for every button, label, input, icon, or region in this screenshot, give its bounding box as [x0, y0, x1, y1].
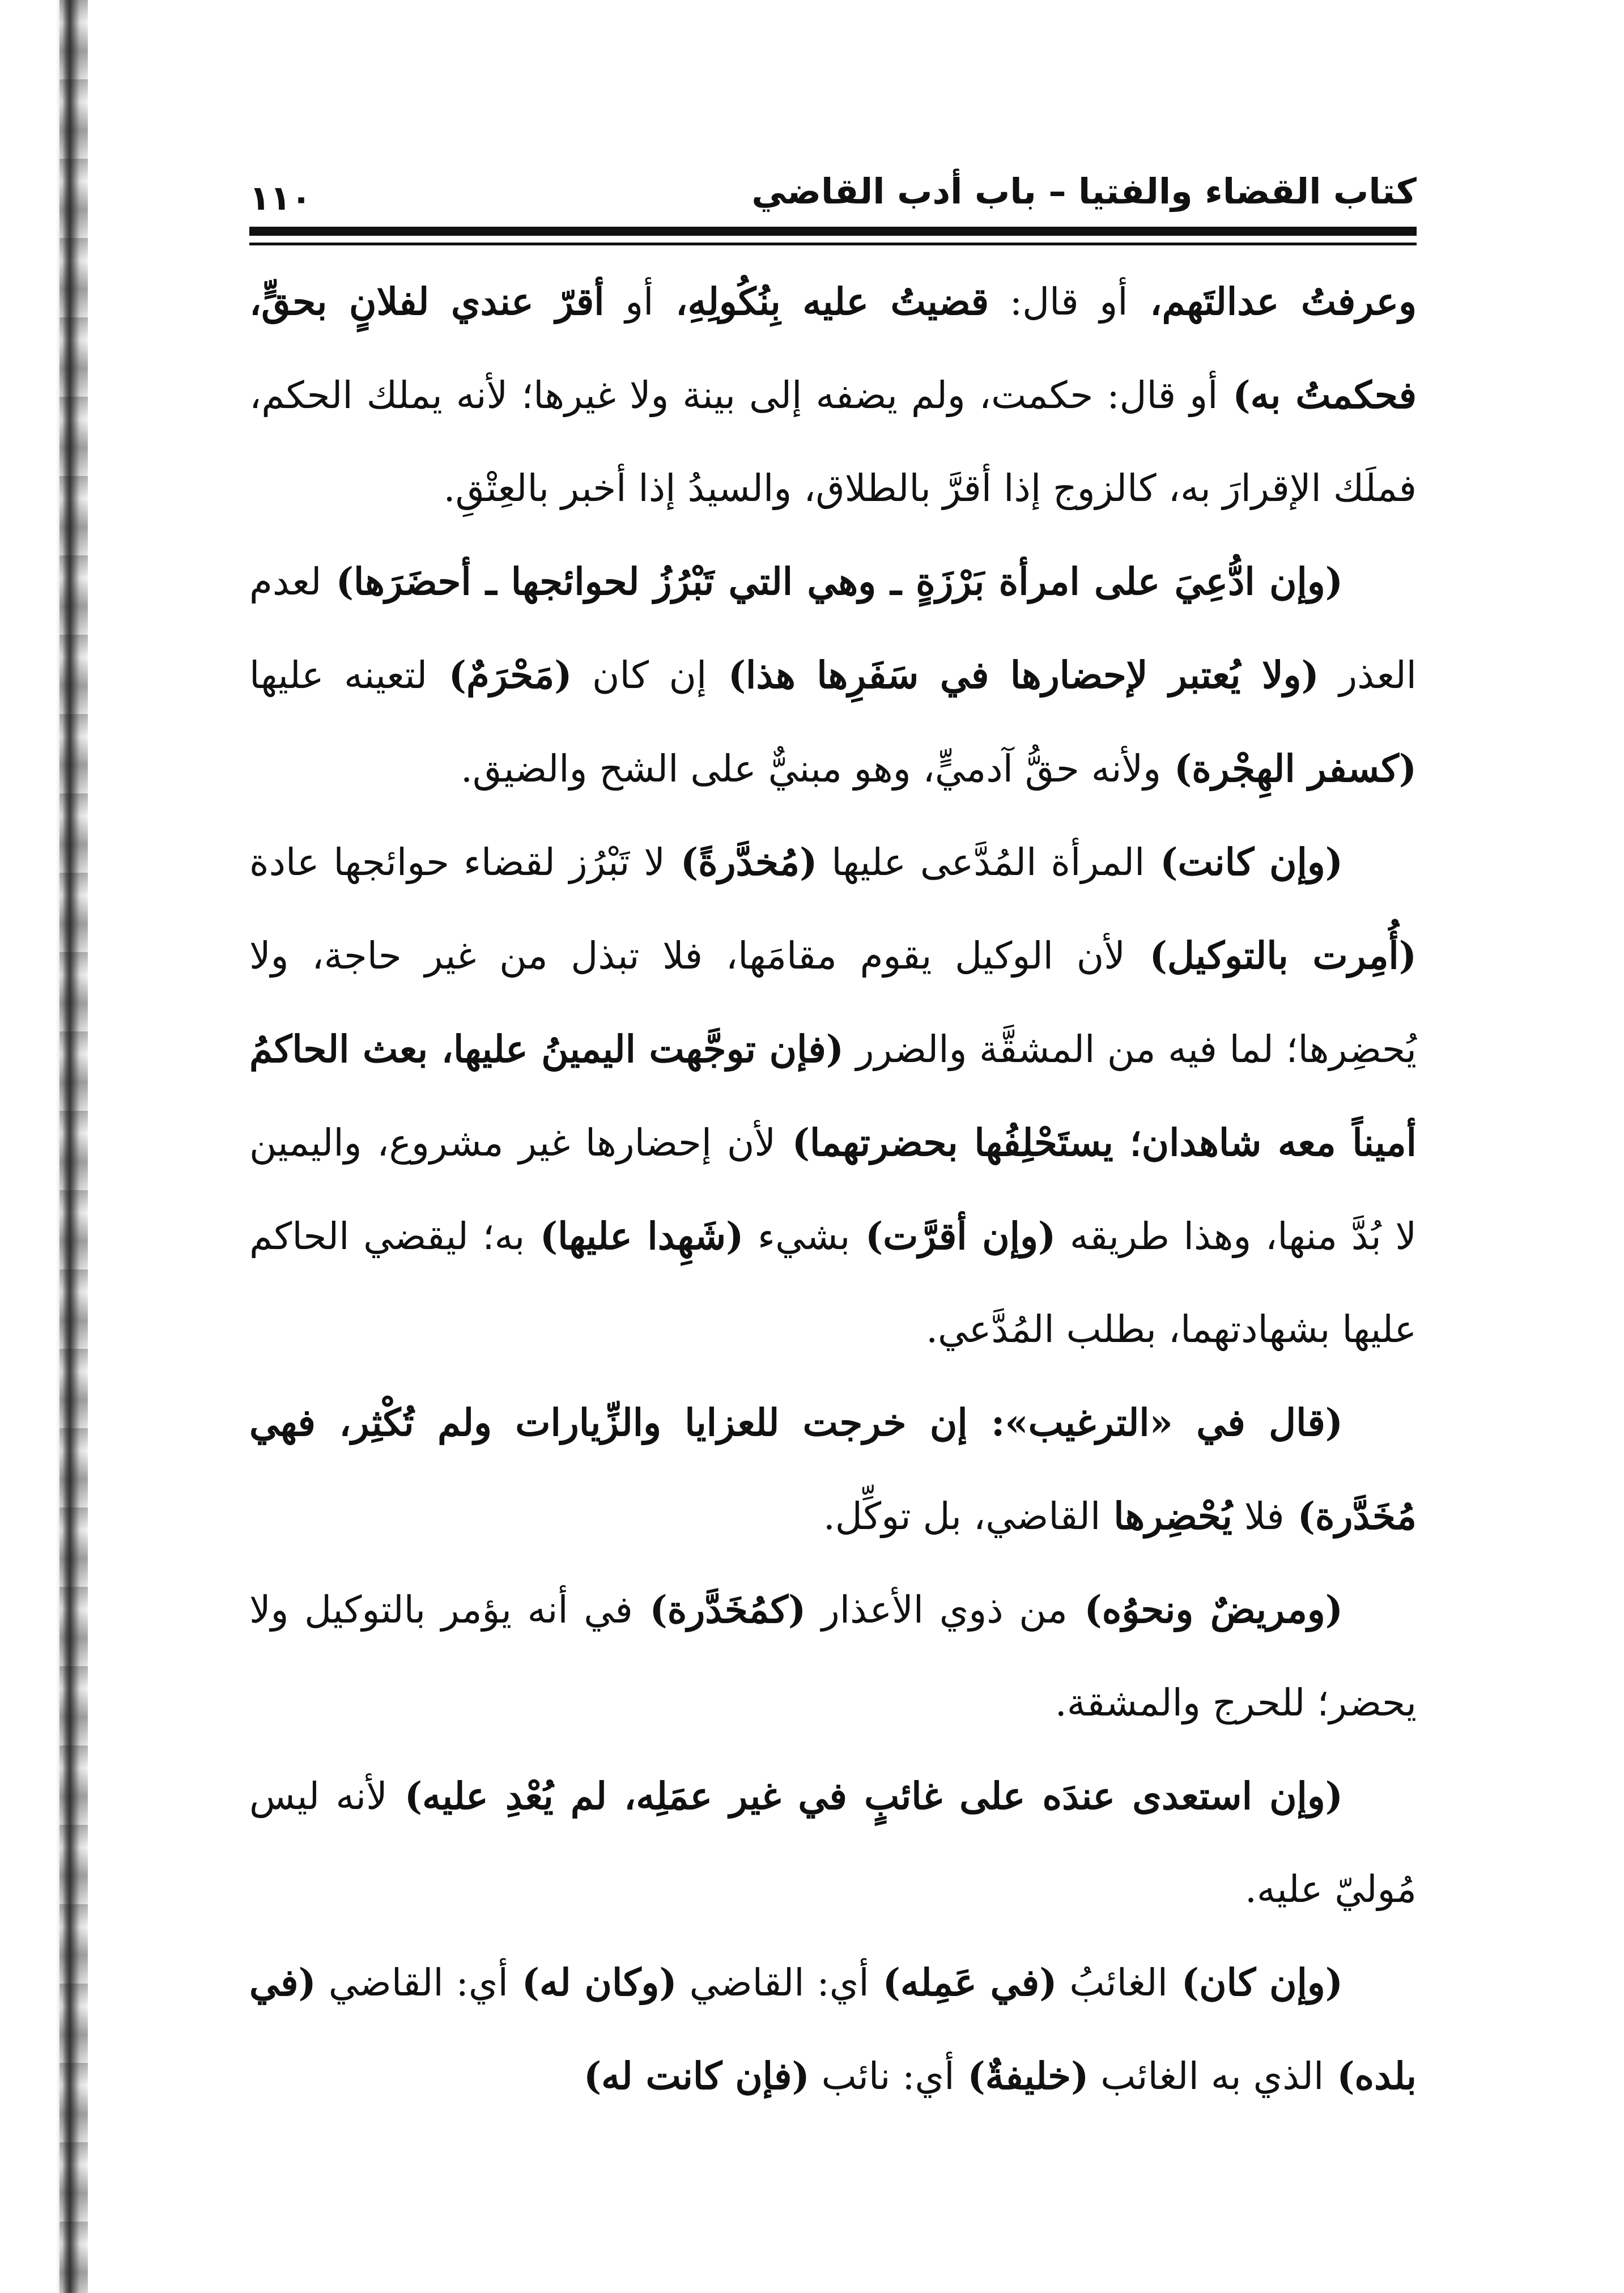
text-segment: بشيء [743, 1215, 851, 1258]
paragraph [249, 816, 1417, 1376]
text-segment: لا تَبْرُز لقضاء حوائجها عادة [249, 840, 665, 884]
text-segment: الذي به الغائب [1089, 2054, 1324, 2098]
text-segment: الغائبُ [1057, 1961, 1168, 2005]
paragraph [249, 1563, 1417, 1750]
text-segment: من ذوي الأعذار [806, 1588, 1068, 1632]
text-segment: أي: القاضي [677, 1961, 869, 2005]
bold-text-segment: (وإن ادُّعِيَ على امرأة بَرْزَةٍ ـ وهي التي تَبْرُزُ لحوائجها ـ أحضَرَها) [321, 559, 1343, 604]
bold-text-segment: (وكان له) [508, 1960, 677, 2005]
text-segment: لعدم العذر [249, 560, 1417, 697]
running-title: كتاب القضاء والفتيا – باب أدب القاضي [751, 171, 1417, 212]
text-segment: أي: نائب [809, 2054, 955, 2098]
page-header [249, 159, 1417, 221]
scanned-binding-edge [0, 0, 125, 2293]
page-number: ١١٠ [249, 179, 312, 218]
text-segment: به؛ ليقضي الحاكم عليها بشهادتهما، بطلب المُدَّعي. [249, 1215, 1417, 1351]
paragraph [249, 255, 1417, 535]
bold-text-segment: (ولا يُعتبر لإحضارها في سَفَرِها هذا) [707, 653, 1319, 697]
bold-text-segment: وعرفتُ عدالتَهم، [1128, 279, 1417, 324]
text-segment: أو قال: [989, 280, 1128, 324]
text-segment: إن كان [572, 653, 707, 697]
text-segment: أو [604, 280, 654, 324]
paragraph [249, 1376, 1417, 1563]
bold-text-segment: يُحْضِرها [1100, 1494, 1232, 1538]
paragraph [249, 535, 1417, 816]
bold-text-segment: (مَحْرَمٌ) [427, 653, 572, 697]
bold-text-segment: (مُخدَّرةً) [665, 840, 818, 884]
bold-text-segment: (كمُخَدَّرة) [632, 1587, 806, 1632]
bold-text-segment: (خليفةٌ) [954, 2054, 1089, 2098]
paragraph [249, 1750, 1417, 1936]
text-segment: أي: القاضي [316, 1961, 508, 2005]
text-segment: في أنه يؤمر بالتوكيل ولا يحضر؛ للحرج والمشقة. [249, 1588, 1417, 1725]
bold-text-segment: (وإن كان) [1167, 1960, 1344, 2005]
text-segment: ولأنه حقُّ آدميٍّ، وهو مبنيٌّ على الشح والضيق. [461, 747, 1162, 791]
bold-text-segment: (قال في «الترغيب»: إن خرجت للعزايا والزِّيارات ولم تُكْثِر، فهي مُخَدَّرة) [249, 1400, 1417, 1538]
bold-text-segment: (فإن كانت له) [583, 2054, 810, 2098]
text-segment: أو قال: حكمت، ولم يضفه إلى بينة ولا غيرها؛ لأنه يملك الحكم، فملَك الإقرارَ به، كالزوج إذا أقرَّ بالطلاق، والسيدُ إذا أخبر بالعِتْقِ. [249, 373, 1417, 510]
bold-text-segment: (كسفر الهِجْرة) [1161, 746, 1417, 791]
text-segment: المرأة المُدَّعى عليها [817, 840, 1145, 884]
bold-text-segment: (وإن كانت) [1145, 840, 1344, 884]
text-segment: لأن الوكيل يقوم مقامَها، فلا تبذل من غير حاجة، ولا يُحضِرها؛ لما فيه من المشقَّة والضرر [249, 934, 1417, 1071]
text-segment: لأن إحضارها غير مشروع، واليمين لا بُدَّ منها، وهذا طريقه [249, 1121, 1417, 1258]
bold-text-segment: أقرّ عندي لفلانٍ بحقٍّ، فحكمتُ به) [249, 279, 1417, 417]
bold-text-segment: قضيتُ عليه بِنُكُولِهِ، [653, 279, 989, 324]
bold-text-segment: (في بلده) [249, 1960, 1417, 2098]
bold-text-segment: (فإن توجَّهت اليمينُ عليها، بعث الحاكمُ أميناً معه شاهدان؛ يستَحْلِفُها بحضرتهما) [249, 1027, 1417, 1165]
text-segment: لأنه ليس مُوليّ عليه. [249, 1774, 1417, 1911]
body-text [249, 255, 1417, 2239]
paragraph [249, 1936, 1417, 2123]
bold-text-segment: (شَهِدا عليها) [525, 1214, 744, 1258]
text-segment: القاضي، بل توكِّل. [823, 1494, 1101, 1538]
bold-text-segment: (في عَمِله) [869, 1960, 1057, 2005]
header-rule-thick [249, 227, 1417, 236]
text-segment: فلا [1232, 1494, 1285, 1538]
header-rule-thin [249, 243, 1417, 245]
text-segment: لتعينه عليها [249, 653, 428, 697]
bold-text-segment: (وإن استعدى عندَه على غائبٍ في غير عمَلِه، لم يُعْدِ عليه) [387, 1774, 1343, 1818]
bold-text-segment: (أُمِرت بالتوكيل) [1125, 933, 1417, 978]
bold-text-segment: (ومريضٌ ونحوُه) [1067, 1587, 1343, 1632]
bold-text-segment: (وإن أقرَّت) [850, 1214, 1056, 1258]
